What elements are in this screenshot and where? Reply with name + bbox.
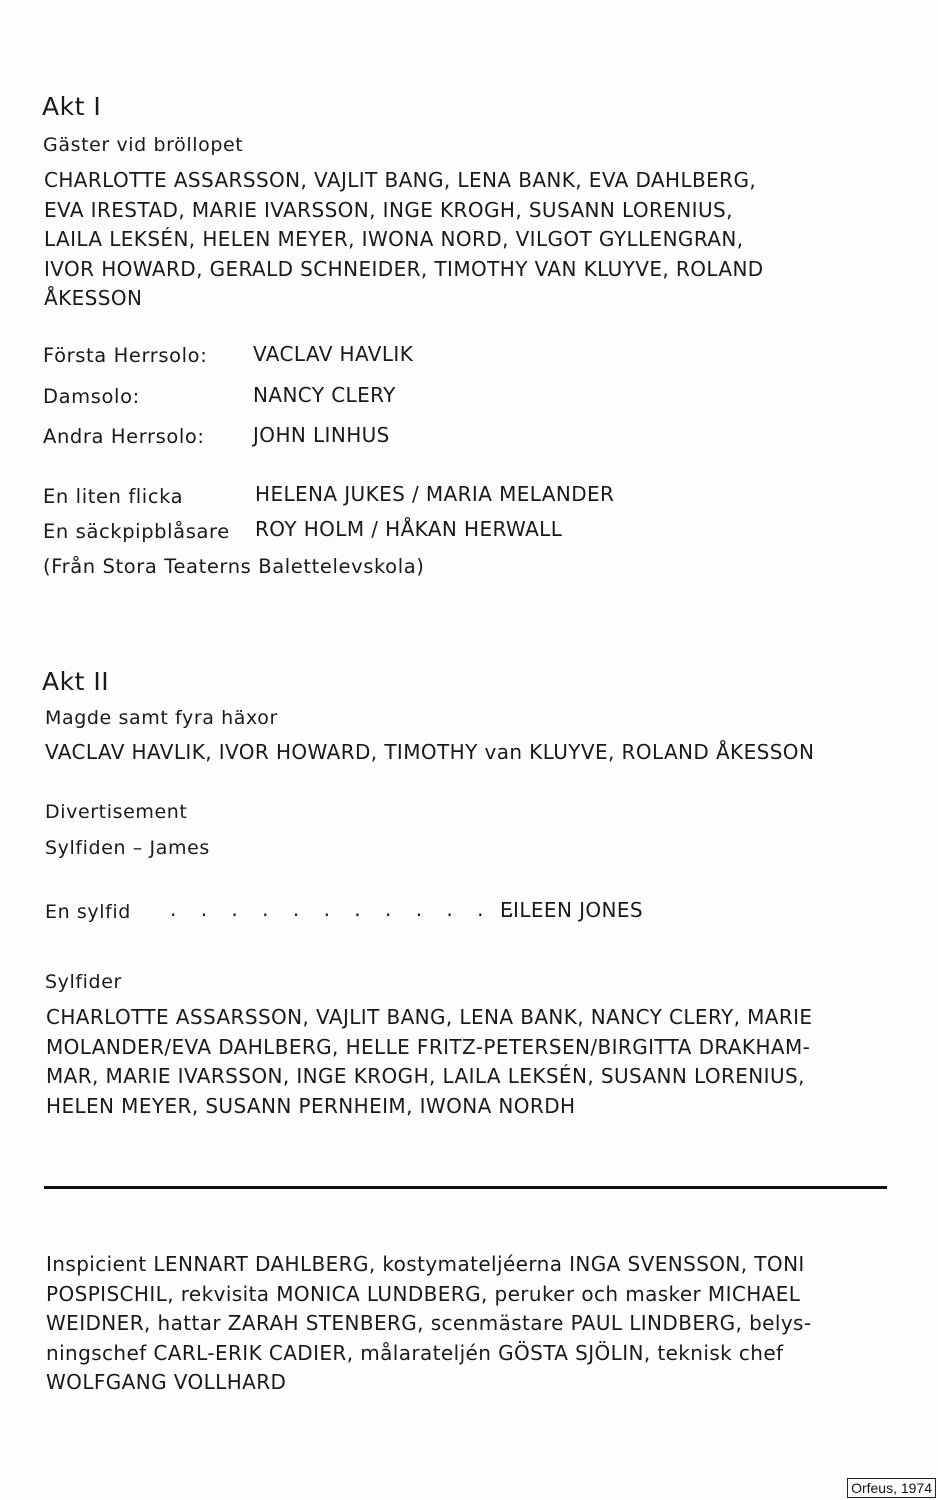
source-credit: Orfeus, 1974 xyxy=(847,1478,936,1498)
sylfiden-label: Sylfiden – James xyxy=(45,837,210,859)
section-divider xyxy=(44,1186,887,1189)
school-note: (Från Stora Teaterns Balettelevskola) xyxy=(43,555,425,578)
crew-line: WOLFGANG VOLLHARD xyxy=(46,1370,287,1394)
crew-line: Inspicient LENNART DAHLBERG, kostymateljéerna INGA SVENSSON, TONI xyxy=(46,1252,805,1276)
sylfider-label: Sylfider xyxy=(45,971,122,993)
leader-dots: . . . . . . . . . . . . xyxy=(170,897,524,921)
solo-name-1: VACLAV HAVLIK xyxy=(253,342,414,366)
child-role-1: En liten flicka xyxy=(43,485,184,508)
crew-line: ningschef CARL-ERIK CADIER, målarateljén GÖSTA SJÖLIN, teknisk chef xyxy=(46,1340,784,1365)
guests-line: EVA IRESTAD, MARIE IVARSSON, INGE KROGH, SUSANN LORENIUS, xyxy=(44,197,733,222)
sylfider-line: HELEN MEYER, SUSANN PERNHEIM, IWONA NORDH xyxy=(46,1093,576,1118)
guests-line: IVOR HOWARD, GERALD SCHNEIDER, TIMOTHY VAN KLUYVE, ROLAND xyxy=(44,256,764,281)
guests-line: ÅKESSON xyxy=(44,286,143,310)
child-name-1: HELENA JUKES / MARIA MELANDER xyxy=(255,482,615,506)
sylfider-line: MAR, MARIE IVARSSON, INGE KROGH, LAILA LEKSÉN, SUSANN LORENIUS, xyxy=(46,1064,805,1088)
sylfider-line: MOLANDER/EVA DAHLBERG, HELLE FRITZ-PETERSEN/BIRGITTA DRAKHAM- xyxy=(46,1034,811,1059)
solo-role-2: Damsolo: xyxy=(43,385,140,408)
divertisement-label: Divertisement xyxy=(45,801,188,823)
sylfider-list xyxy=(46,1003,886,1121)
crew-line: WEIDNER, hattar ZARAH STENBERG, scenmästare PAUL LINDBERG, belys- xyxy=(46,1311,812,1335)
solo-name-2: NANCY CLERY xyxy=(253,383,396,407)
sylfid-role: En sylfid xyxy=(45,901,131,923)
act1-guests-list xyxy=(44,166,844,314)
guests-line: LAILA LEKSÉN, HELEN MEYER, IWONA NORD, VILGOT GYLLENGRAN, xyxy=(44,227,744,251)
guests-line: CHARLOTTE ASSARSSON, VAJLIT BANG, LENA BANK, EVA DAHLBERG, xyxy=(44,168,757,192)
crew-credits xyxy=(46,1250,886,1398)
sylfid-name: EILEEN JONES xyxy=(500,898,644,922)
child-name-2: ROY HOLM / HÅKAN HERWALL xyxy=(255,517,563,541)
solo-name-3: JOHN LINHUS xyxy=(253,423,390,447)
solo-role-3: Andra Herrsolo: xyxy=(43,425,205,448)
act2-witches-names: VACLAV HAVLIK, IVOR HOWARD, TIMOTHY van KLUYVE, ROLAND ÅKESSON xyxy=(45,740,815,764)
crew-line: POSPISCHIL, rekvisita MONICA LUNDBERG, peruker och masker MICHAEL xyxy=(46,1281,801,1306)
child-role-2: En säckpipblåsare xyxy=(43,520,230,543)
act2-title: Akt II xyxy=(42,667,110,696)
act1-title: Akt I xyxy=(42,92,102,121)
sylfider-line: CHARLOTTE ASSARSSON, VAJLIT BANG, LENA BANK, NANCY CLERY, MARIE xyxy=(46,1005,813,1029)
act2-witches-label: Magde samt fyra häxor xyxy=(45,707,278,729)
act1-guests-label: Gäster vid bröllopet xyxy=(43,134,244,156)
solo-role-1: Första Herrsolo: xyxy=(43,344,208,367)
